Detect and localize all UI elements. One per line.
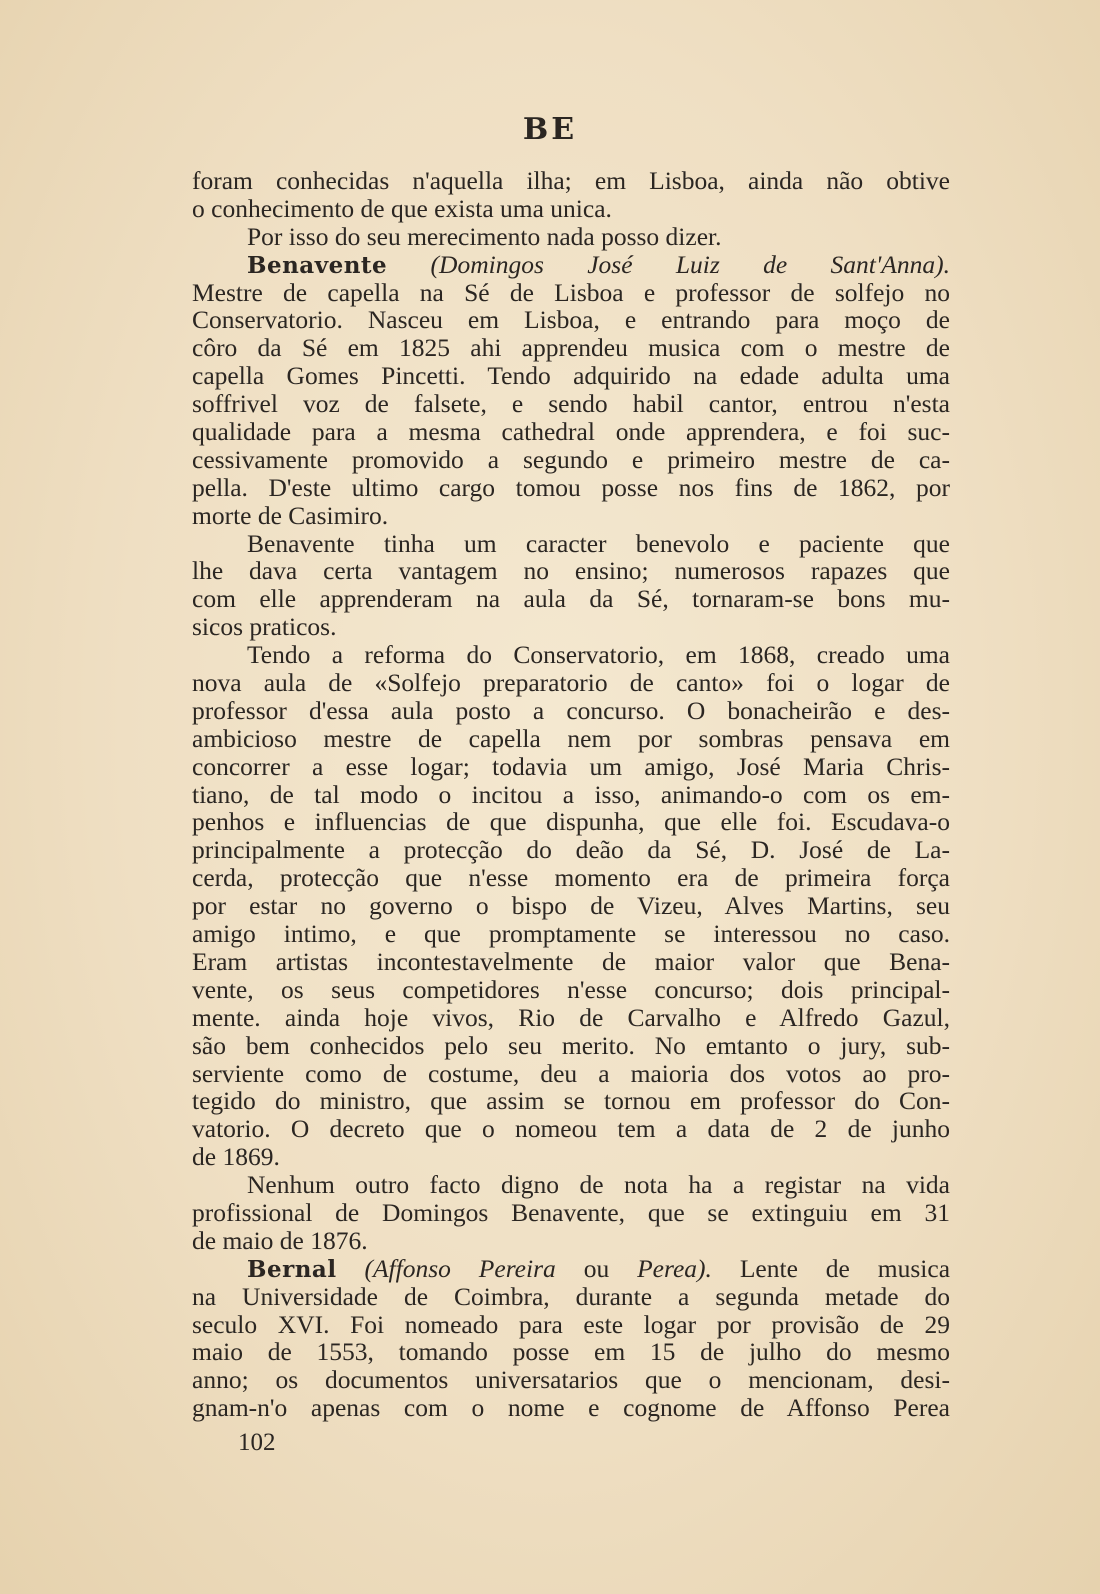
line-text: ambicioso mestre de capella nem por sombras pensava em <box>192 723 950 753</box>
text-line <box>192 1115 950 1143</box>
text-line <box>192 502 950 530</box>
line-text: Tendo a reforma do Conservatorio, em 1868, creado uma <box>247 640 950 670</box>
text-line <box>192 920 950 948</box>
text-line <box>192 641 950 669</box>
line-text: cerda, protecção que n'esse momento era de primeira força <box>192 863 950 893</box>
text-line <box>192 1366 950 1394</box>
text-line <box>192 1338 950 1366</box>
line-text: concorrer a esse logar; todavia um amigo, José Maria Chris- <box>192 751 950 781</box>
text-line <box>192 1087 950 1115</box>
text-line <box>192 557 950 585</box>
text-line <box>192 223 950 251</box>
text-line <box>192 251 950 279</box>
entry-alt-name: Perea). <box>637 1253 712 1283</box>
text-line <box>192 1143 950 1171</box>
entry-connector: ou <box>583 1253 610 1283</box>
line-text: vatorio. O decreto que o nomeou tem a data de 2 de junho <box>192 1114 950 1144</box>
text-line <box>192 781 950 809</box>
text-line <box>192 864 950 892</box>
line-text: vente, os seus competidores n'esse concurso; dois principal- <box>192 974 950 1004</box>
entry-full-name: (Domingos José Luiz de Sant'Anna). <box>430 249 950 279</box>
line-text: morte de Casimiro. <box>192 500 389 530</box>
line-text: pella. D'este ultimo cargo tomou posse nos fins de 1862, por <box>192 472 950 502</box>
text-line <box>192 753 950 781</box>
text-line <box>192 334 950 362</box>
line-text: por estar no governo o bispo de Vizeu, Alves Martins, seu <box>192 891 950 921</box>
line-text: qualidade para a mesma cathedral onde apprendera, e foi suc- <box>192 417 950 447</box>
text-line <box>192 948 950 976</box>
line-text: Benavente tinha um caracter benevolo e paciente que <box>247 528 950 558</box>
line-text: Mestre de capella na Sé de Lisboa e professor de solfejo no <box>192 277 950 307</box>
text-line <box>192 1227 950 1255</box>
line-text: seculo XVI. Foi nomeado para este logar por provisão de 29 <box>192 1309 950 1339</box>
line-text: lhe dava certa vantagem no ensino; numerosos rapazes que <box>192 556 950 586</box>
line-text: de 1869. <box>192 1142 280 1172</box>
text-line <box>192 1032 950 1060</box>
line-text: de maio de 1876. <box>192 1225 368 1255</box>
text-line <box>192 613 950 641</box>
line-text: tegido do ministro, que assim se tornou em professor do Con- <box>192 1086 950 1116</box>
running-header: BE <box>522 112 578 147</box>
line-text: anno; os documentos universatarios que o mencionam, desi- <box>192 1365 950 1395</box>
entry-description: Lente de musica <box>739 1253 951 1283</box>
text-line <box>192 836 950 864</box>
text-line <box>192 279 950 307</box>
line-text: principalmente a protecção do deão da Sé, D. José de La- <box>192 835 950 865</box>
text-line <box>192 1283 950 1311</box>
text-line <box>192 390 950 418</box>
line-text: côro da Sé em 1825 ahi apprendeu musica com o mestre de <box>192 333 950 363</box>
line-text: Eram artistas incontestavelmente de maior valor que Bena- <box>192 946 950 976</box>
entry-full-name: (Affonso Pereira <box>364 1253 556 1283</box>
text-line <box>192 1394 950 1422</box>
line-text: foram conhecidas n'aquella ilha; em Lisboa, ainda não obtive <box>192 166 950 195</box>
line-text: na Universidade de Coimbra, durante a segunda metade do <box>192 1281 950 1311</box>
line-text: capella Gomes Pincetti. Tendo adquirido na edade adulta uma <box>192 361 950 391</box>
text-line <box>192 167 950 195</box>
line-text: penhos e influencias de que dispunha, que elle foi. Escudava-o <box>192 807 950 837</box>
line-text: nova aula de «Solfejo preparatorio de canto» foi o logar de <box>192 668 950 698</box>
text-line <box>192 306 950 334</box>
line-text: tiano, de tal modo o incitou a isso, animando-o com os em- <box>192 779 950 809</box>
page-number: 102 <box>238 1429 276 1456</box>
text-line <box>192 725 950 753</box>
text-line <box>192 1311 950 1339</box>
line-text: professor d'essa aula posto a concurso. O bonacheirão e des- <box>192 695 950 725</box>
text-line <box>192 1199 950 1227</box>
line-text: serviente como de costume, deu a maioria dos votos ao pro- <box>192 1058 950 1088</box>
line-text: são bem conhecidos pelo seu merito. No emtanto o jury, sub- <box>192 1030 950 1060</box>
text-line <box>192 1171 950 1199</box>
text-line <box>192 892 950 920</box>
line-text: o conhecimento de que exista uma unica. <box>192 193 612 223</box>
text-line <box>192 697 950 725</box>
text-line <box>192 474 950 502</box>
entry-headword: Benavente <box>247 251 388 279</box>
line-text: Conservatorio. Nasceu em Lisboa, e entrando para moço de <box>192 305 950 335</box>
line-text: Nenhum outro facto digno de nota ha a registar na vida <box>247 1170 950 1200</box>
text-line <box>192 195 950 223</box>
text-line <box>192 808 950 836</box>
text-line <box>192 446 950 474</box>
entry-headword: Bernal <box>247 1255 337 1283</box>
line-text: com elle apprenderam na aula da Sé, tornaram-se bons mu- <box>192 584 950 614</box>
line-text: amigo intimo, e que promptamente se interessou no caso. <box>192 919 950 949</box>
line-text: cessivamente promovido a segundo e primeiro mestre de ca- <box>192 444 950 474</box>
body-text <box>192 167 950 1422</box>
text-line <box>192 1004 950 1032</box>
text-line <box>192 585 950 613</box>
line-text: gnam-n'o apenas com o nome e cognome de Affonso Perea <box>192 1393 950 1423</box>
line-text: profissional de Domingos Benavente, que se extinguiu em 31 <box>192 1197 950 1227</box>
line-text: Por isso do seu merecimento nada posso dizer. <box>247 221 722 251</box>
text-line <box>192 530 950 558</box>
text-line <box>192 669 950 697</box>
text-line <box>192 976 950 1004</box>
line-text: maio de 1553, tomando posse em 15 de julho do mesmo <box>192 1337 950 1367</box>
text-line <box>192 1060 950 1088</box>
text-line <box>192 418 950 446</box>
text-line <box>192 362 950 390</box>
line-text: soffrivel voz de falsete, e sendo habil cantor, entrou n'esta <box>192 389 950 419</box>
line-text: mente. ainda hoje vivos, Rio de Carvalho e Alfredo Gazul, <box>192 1002 950 1032</box>
text-line <box>192 1255 950 1283</box>
line-text: sicos praticos. <box>192 612 337 642</box>
